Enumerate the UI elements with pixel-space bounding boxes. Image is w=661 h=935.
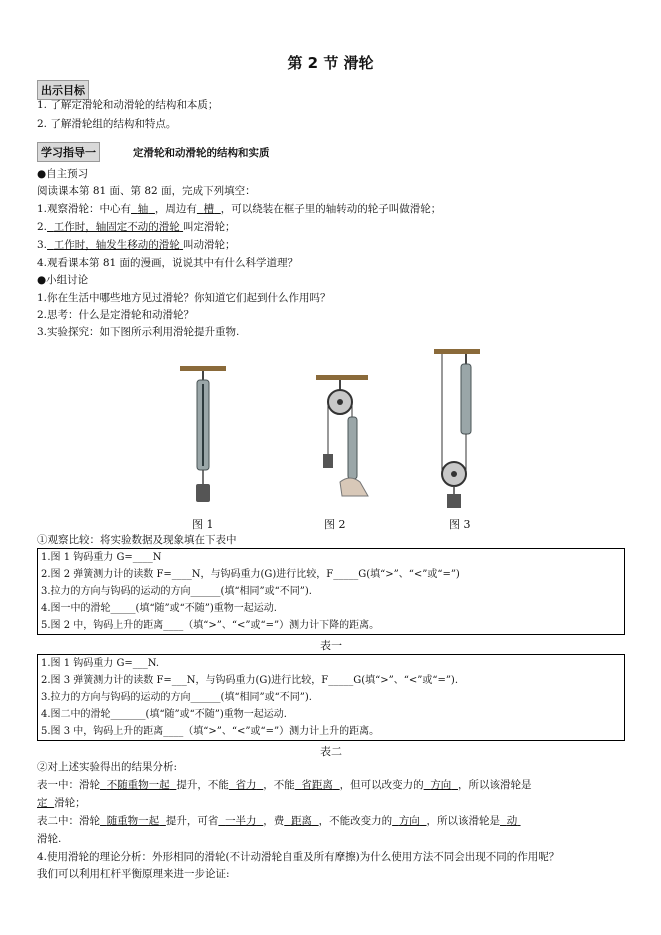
- discussion-q2: 2.思考：什么是定滑轮和动滑轮？: [37, 309, 195, 321]
- goals-tag: 出示目标: [37, 80, 89, 100]
- q1-text-c: ，周边有: [154, 203, 197, 215]
- preview-heading: ●自主预习: [37, 168, 89, 180]
- figure-1-spring-scale: [178, 362, 228, 512]
- a1-answer-1: [100, 779, 176, 791]
- table-2-caption: 表二: [320, 745, 342, 758]
- a1-answer-5-text: 定: [37, 797, 48, 809]
- discussion-q1: 1.你在生活中哪些地方见过滑轮？你知道它们起到什么作用吗？: [37, 292, 331, 304]
- q3-number: 3.: [37, 239, 48, 251]
- guide-heading: 定滑轮和动滑轮的结构和实质: [133, 147, 270, 159]
- q1-answer-groove-text: 槽: [203, 203, 215, 215]
- table-2-row: 2.图 3 弹簧测力计的读数 F=___N，与钩码重力(G)进行比较，F_____G(填“>”、“<”或“=”).: [41, 675, 459, 686]
- table-2: [37, 654, 625, 741]
- analysis-table1-cont: [37, 795, 86, 811]
- figure-1-caption: 图 1: [192, 518, 214, 531]
- q1-text-e: ，可以绕装在框子里的轴转动的轮子叫做滑轮；: [220, 203, 442, 215]
- a1-text-e: ，不能: [263, 779, 295, 791]
- q1-text-a: 1.观察滑轮：中心有: [37, 203, 132, 215]
- a2-answer-5: [500, 815, 521, 827]
- a1-answer-2: [229, 779, 263, 791]
- q1-answer-axle: [131, 203, 155, 215]
- table-1-caption: 表一: [320, 639, 342, 652]
- table-1-row: 3.拉力的方向与钩码的运动的方向______(填“相同”或“不同”).: [41, 586, 312, 597]
- analysis-table2: [37, 813, 521, 829]
- table-2-row: 4.图二中的滑轮_______(填“随”或“不随”)重物一起运动.: [41, 709, 287, 720]
- q2-answer-text: 工作时，轴固定不动的滑轮: [53, 221, 180, 233]
- preview-intro: 阅读课本第 81 面、第 82 面，完成下列填空：: [37, 185, 256, 197]
- goal-item-2: 2. 了解滑轮组的结构和特点。: [37, 118, 177, 130]
- a1-answer-4: [424, 779, 458, 791]
- q3-answer-text: 工作时，轴发生移动的滑轮: [53, 239, 180, 251]
- preview-q1: [37, 201, 441, 217]
- a2-text-c: 提升，可省: [165, 815, 219, 827]
- page-title: 第 2 节 滑轮: [287, 54, 374, 72]
- a2-answer-2-text: 一半力: [225, 815, 257, 827]
- table-2-row: 5.图 3 中，钩码上升的距离____（填“>”、“<”或“=”）测力计上升的距离。: [41, 726, 380, 737]
- a2-text-g: ，不能改变力的: [318, 815, 393, 827]
- a1-text-g: ，但可以改变力的: [339, 779, 424, 791]
- table-1-row: 5.图 2 中，钩码上升的距离____（填“>”、“<”或“=”）测力计下降的距离。: [41, 620, 380, 631]
- theory-question: 4.使用滑轮的理论分析：外形相同的滑轮(不计动滑轮自重及所有摩擦)为什么使用方法不同会出现不同的作用呢？: [37, 851, 560, 863]
- q2-answer: [47, 221, 183, 233]
- compare-heading: ①观察比较：将实验数据及现象填在下表中: [37, 534, 237, 546]
- goal-item-1: 1. 了解定滑轮和动滑轮的结构和本质；: [37, 99, 219, 111]
- a2-answer-2: [218, 815, 263, 827]
- a1-text-a: 表一中：滑轮: [37, 779, 100, 791]
- figure-3-caption: 图 3: [449, 518, 471, 531]
- table-1-row: 2.图 2 弹簧测力计的读数 F=____N，与钩码重力(G)进行比较，F_____G(填“>”、“<”或“=”): [41, 569, 460, 580]
- analysis-table2-cont: 滑轮.: [37, 833, 62, 845]
- a2-answer-5-text: 动: [506, 815, 518, 827]
- table-1-row: 4.图一中的滑轮_____(填“随”或“不随”)重物一起运动.: [41, 603, 277, 614]
- a1-text-c: 提升，不能: [176, 779, 229, 791]
- q1-answer-groove: [197, 203, 221, 215]
- a2-answer-1-text: 随重物一起: [106, 815, 160, 827]
- q2-text-b: 叫定滑轮；: [183, 221, 236, 233]
- a1-answer-3-text: 省距离: [301, 779, 333, 791]
- analysis-heading: ②对上述实验得出的结果分析:: [37, 761, 178, 773]
- discussion-heading: ●小组讨论: [37, 274, 89, 286]
- table-2-row: 1.图 1 钩码重力 G=___N.: [41, 658, 160, 669]
- table-2-row: 3.拉力的方向与钩码的运动的方向______(填“相同”或“不同”).: [41, 692, 312, 703]
- a2-answer-3: [284, 815, 318, 827]
- a2-text-i: ，所以该滑轮是: [426, 815, 500, 827]
- preview-q4: 4.观看课本第 81 面的漫画，说说其中有什么科学道理？: [37, 257, 299, 269]
- theory-question-2: 我们可以利用杠杆平衡原理来进一步论证:: [37, 868, 230, 880]
- preview-q3: [37, 237, 236, 253]
- table-1: [37, 548, 625, 635]
- preview-q2: [37, 219, 236, 235]
- a1-answer-1-text: 不随重物一起: [106, 779, 170, 791]
- a2-text-e: ，费: [263, 815, 285, 827]
- a1-text-i: ，所以该滑轮是: [458, 779, 532, 791]
- a2-answer-4: [392, 815, 426, 827]
- figure-2-fixed-pulley: [310, 372, 375, 507]
- figure-2-caption: 图 2: [324, 518, 346, 531]
- a1-text-k: 滑轮；: [54, 797, 86, 809]
- a1-answer-4-text: 方向: [430, 779, 452, 791]
- q2-number: 2.: [37, 221, 48, 233]
- a2-answer-4-text: 方向: [398, 815, 420, 827]
- figure-3-movable-pulley: [432, 346, 482, 511]
- a2-text-a: 表二中：滑轮: [37, 815, 100, 827]
- a1-answer-2-text: 省力: [235, 779, 257, 791]
- a2-answer-1: [100, 815, 166, 827]
- table-1-row: 1.图 1 钩码重力 G=____N: [41, 552, 162, 563]
- q1-answer-axle-text: 轴: [137, 203, 149, 215]
- guide-tag: 学习指导一: [37, 142, 100, 162]
- analysis-table1: [37, 777, 532, 793]
- a2-answer-3-text: 距离: [290, 815, 312, 827]
- a1-answer-5: [37, 797, 54, 809]
- a1-answer-3: [295, 779, 340, 791]
- q3-answer: [47, 239, 183, 251]
- q3-text-b: 叫动滑轮；: [183, 239, 236, 251]
- discussion-q3: 3.实验探究：如下图所示利用滑轮提升重物.: [37, 326, 240, 338]
